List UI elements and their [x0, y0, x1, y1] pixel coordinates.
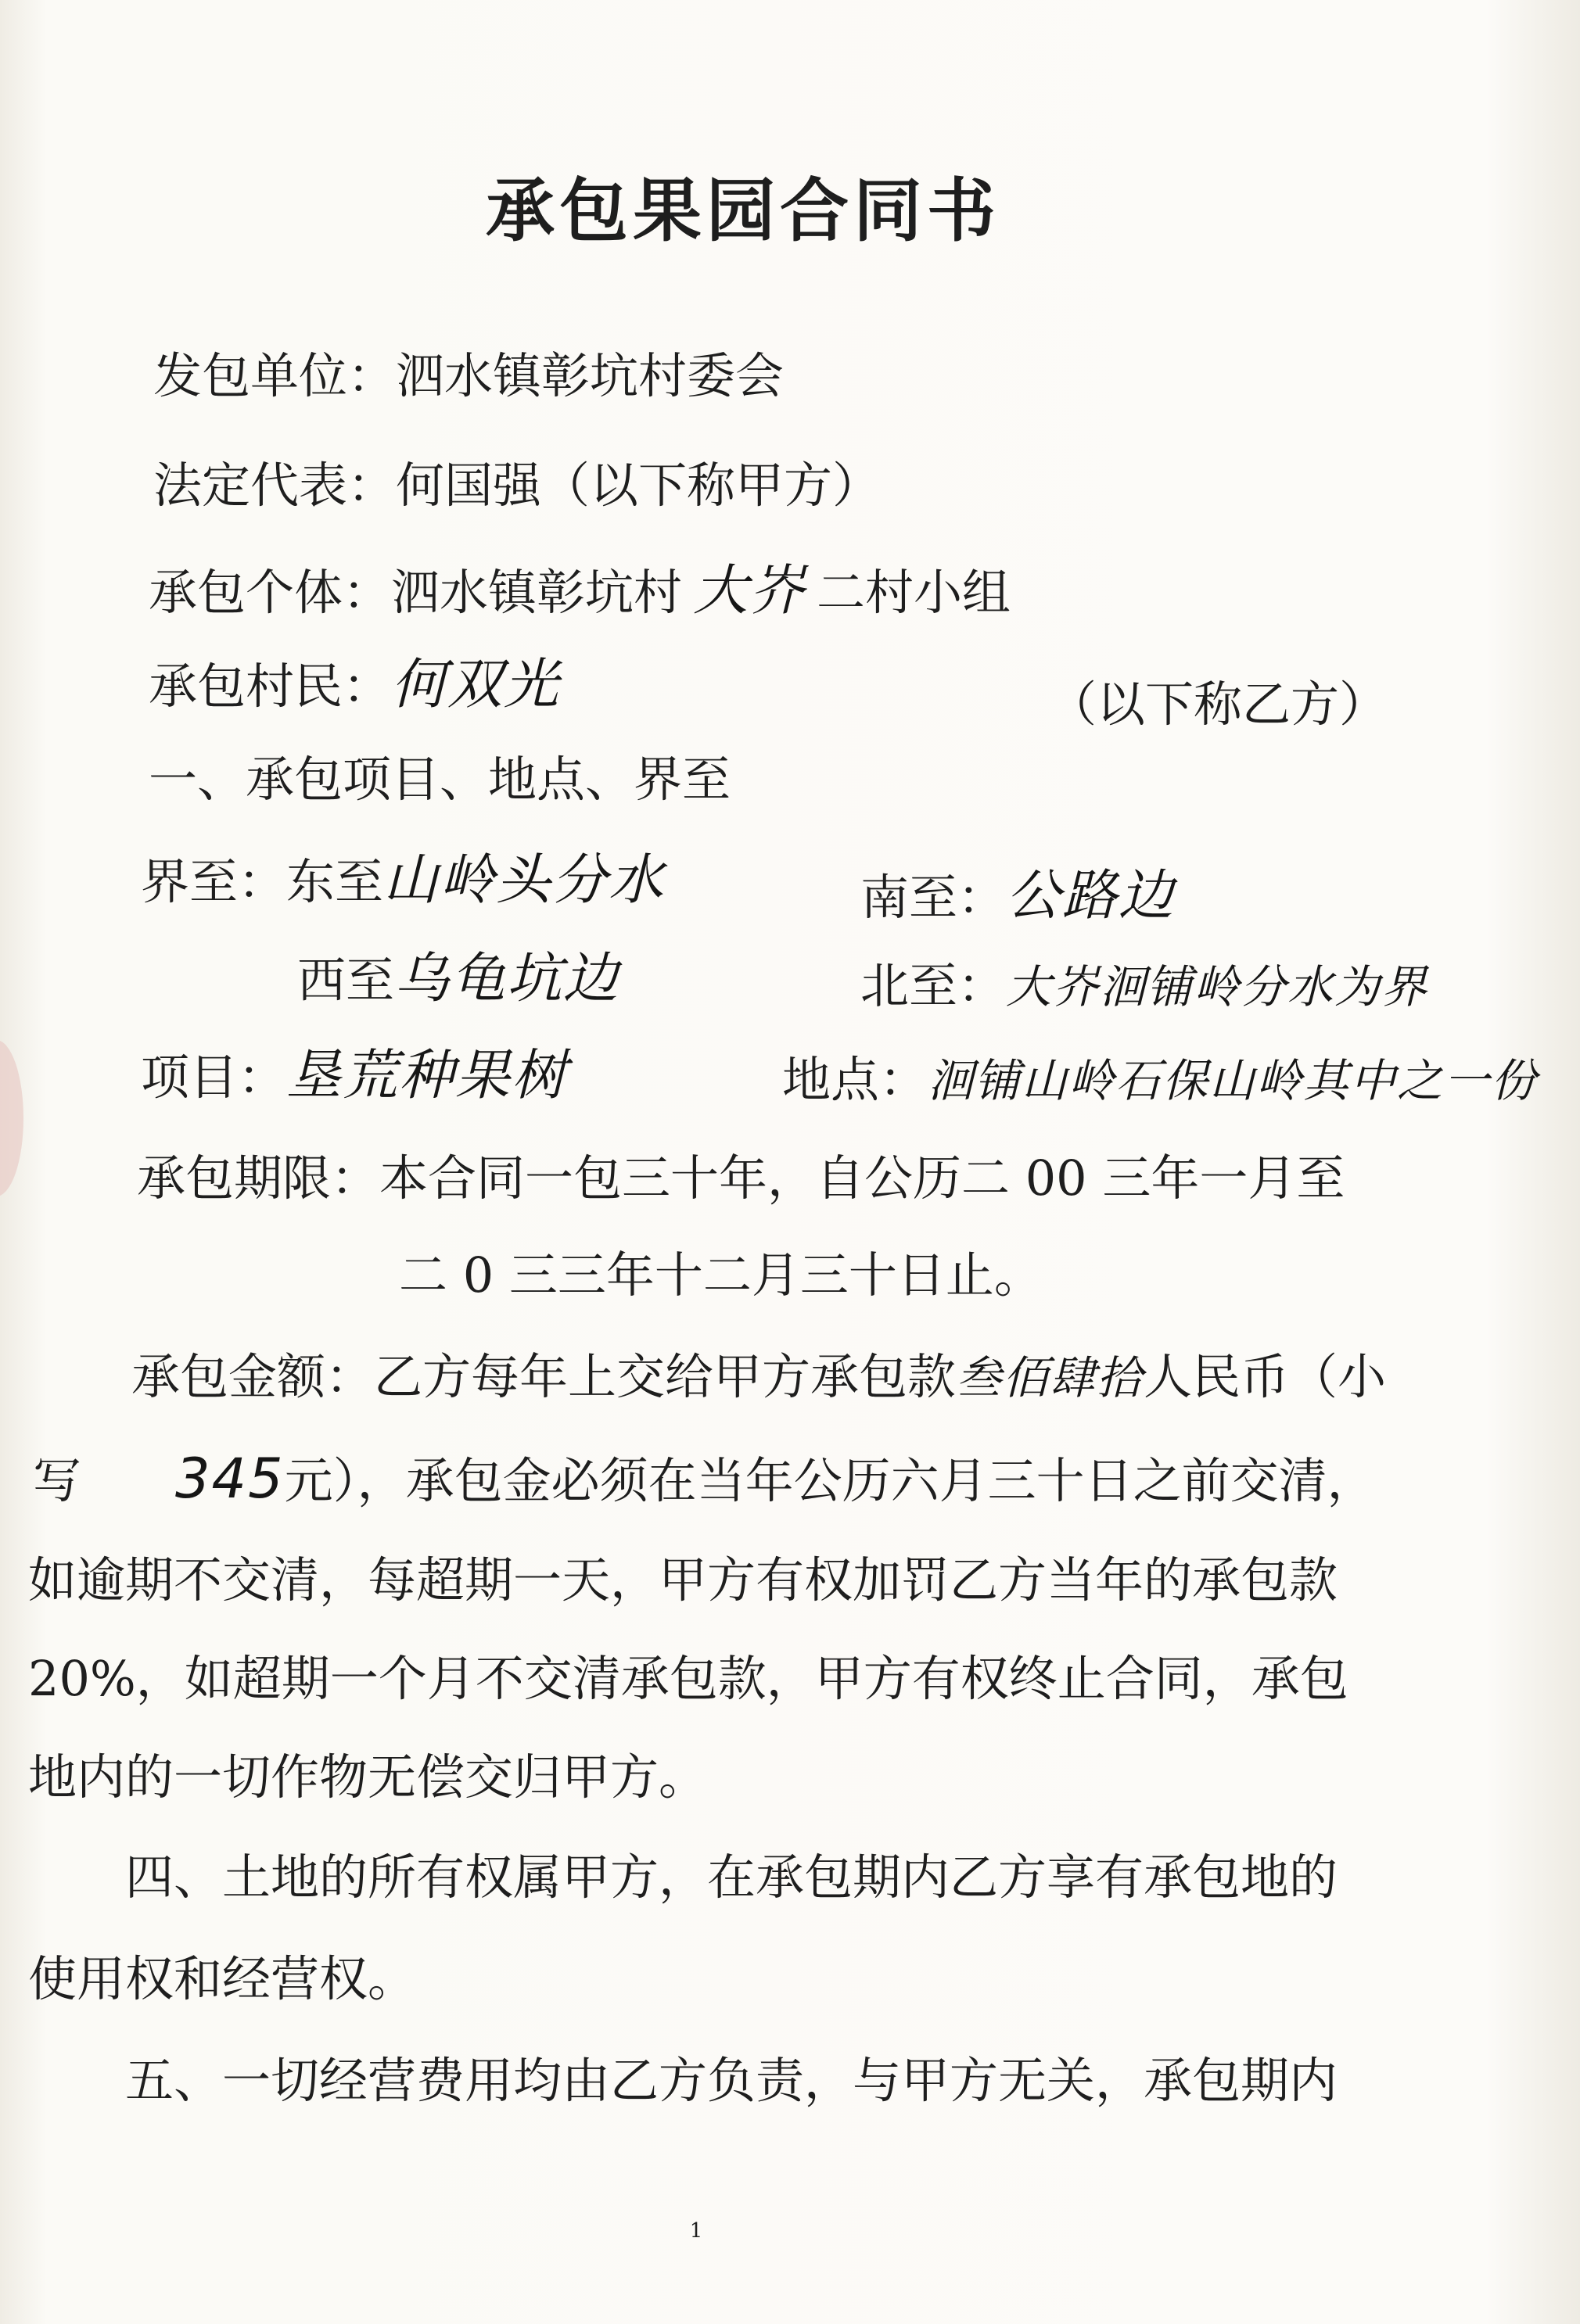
red-stamp-edge — [0, 1040, 23, 1196]
term-line-2: 二 0 三三年十二月三十日止。 — [399, 1246, 1043, 1304]
project-line — [141, 1043, 569, 1107]
section-five-line-1: 五、一切经营费用均由乙方负责，与甲方无关，承包期内 — [125, 2052, 1338, 2109]
location-value-handwritten: 洄铺山岭石保山岭其中之一份 — [928, 1054, 1539, 1107]
north-label: 北至： — [860, 957, 1007, 1014]
south-value-handwritten: 公路边 — [1006, 863, 1176, 927]
west-label: 西至 — [297, 952, 395, 1009]
boundary-label: 界至： — [141, 853, 287, 910]
term-label: 承包期限： — [137, 1149, 380, 1207]
issuer-label: 发包单位： — [153, 347, 397, 404]
contractor-line — [149, 558, 1011, 622]
amount-handwritten-small: 345 — [175, 1447, 285, 1511]
villager-label: 承包村民： — [149, 658, 392, 715]
contractor-label: 承包个体： — [149, 564, 392, 621]
amount-rmb: 人民币（小 — [1144, 1348, 1387, 1405]
villager-line — [149, 652, 561, 716]
issuer-line — [153, 347, 785, 404]
amount-line-1 — [131, 1348, 1387, 1405]
issuer-value: 泗水镇彰坑村委会 — [396, 347, 785, 404]
contractor-handwritten: 大岕 — [693, 558, 806, 622]
section-four-line-1: 四、土地的所有权属甲方，在承包期内乙方享有承包地的 — [125, 1849, 1338, 1906]
west-value-handwritten: 乌龟坑边 — [394, 946, 620, 1010]
amount-text: 乙方每年上交给甲方承包款 — [374, 1348, 957, 1405]
boundary-west-line — [297, 946, 620, 1010]
boundary-north-line — [860, 957, 1429, 1014]
legal-rep-value: 何国强（以下称甲方） — [396, 457, 882, 514]
amount-text-2: 元），承包金必须在当年公历六月三十日之前交清， — [284, 1452, 1376, 1509]
south-label: 南至： — [860, 869, 1007, 926]
legal-rep-label: 法定代表： — [153, 457, 397, 514]
east-value-handwritten: 山岭头分水 — [383, 848, 666, 912]
villager-name-handwritten: 何双光 — [391, 652, 561, 716]
east-label: 东至 — [286, 853, 384, 910]
amount-line-5: 地内的一切作物无偿交归甲方。 — [28, 1748, 708, 1806]
boundary-south-line — [860, 863, 1176, 927]
location-line — [782, 1051, 1539, 1108]
location-label: 地点： — [782, 1051, 928, 1108]
term-text-1: 本合同一包三十年，自公历二 00 三年一月至 — [379, 1149, 1345, 1207]
amount-line-2 — [33, 1447, 1376, 1511]
amount-handwritten-capital: 叁佰肆拾 — [956, 1351, 1144, 1404]
term-line-1 — [137, 1149, 1345, 1207]
section-one-heading: 一、承包项目、地点、界至 — [149, 751, 731, 808]
project-value-handwritten: 垦荒种果树 — [286, 1043, 569, 1107]
page-number: 1 — [689, 2219, 703, 2243]
section-four-line-2: 使用权和经营权。 — [28, 1950, 417, 2007]
contractor-village: 泗水镇彰坑村 — [391, 564, 683, 621]
contractor-group: 二村小组 — [817, 564, 1011, 621]
legal-rep-line — [153, 457, 882, 514]
north-value-handwritten: 大岕洄铺岭分水为界 — [1006, 960, 1429, 1013]
party-b-note: （以下称乙方） — [1048, 676, 1388, 733]
amount-small-prefix: 写 — [33, 1452, 82, 1509]
amount-line-4: 20%，如超期一个月不交清承包款，甲方有权终止合同，承包 — [28, 1650, 1348, 1707]
amount-line-3: 如逾期不交清，每超期一天，甲方有权加罚乙方当年的承包款 — [28, 1551, 1338, 1609]
boundary-east-line — [141, 848, 666, 912]
document-title: 承包果园合同书 — [485, 170, 1000, 251]
project-label: 项目： — [141, 1049, 287, 1106]
amount-label: 承包金额： — [131, 1348, 375, 1405]
